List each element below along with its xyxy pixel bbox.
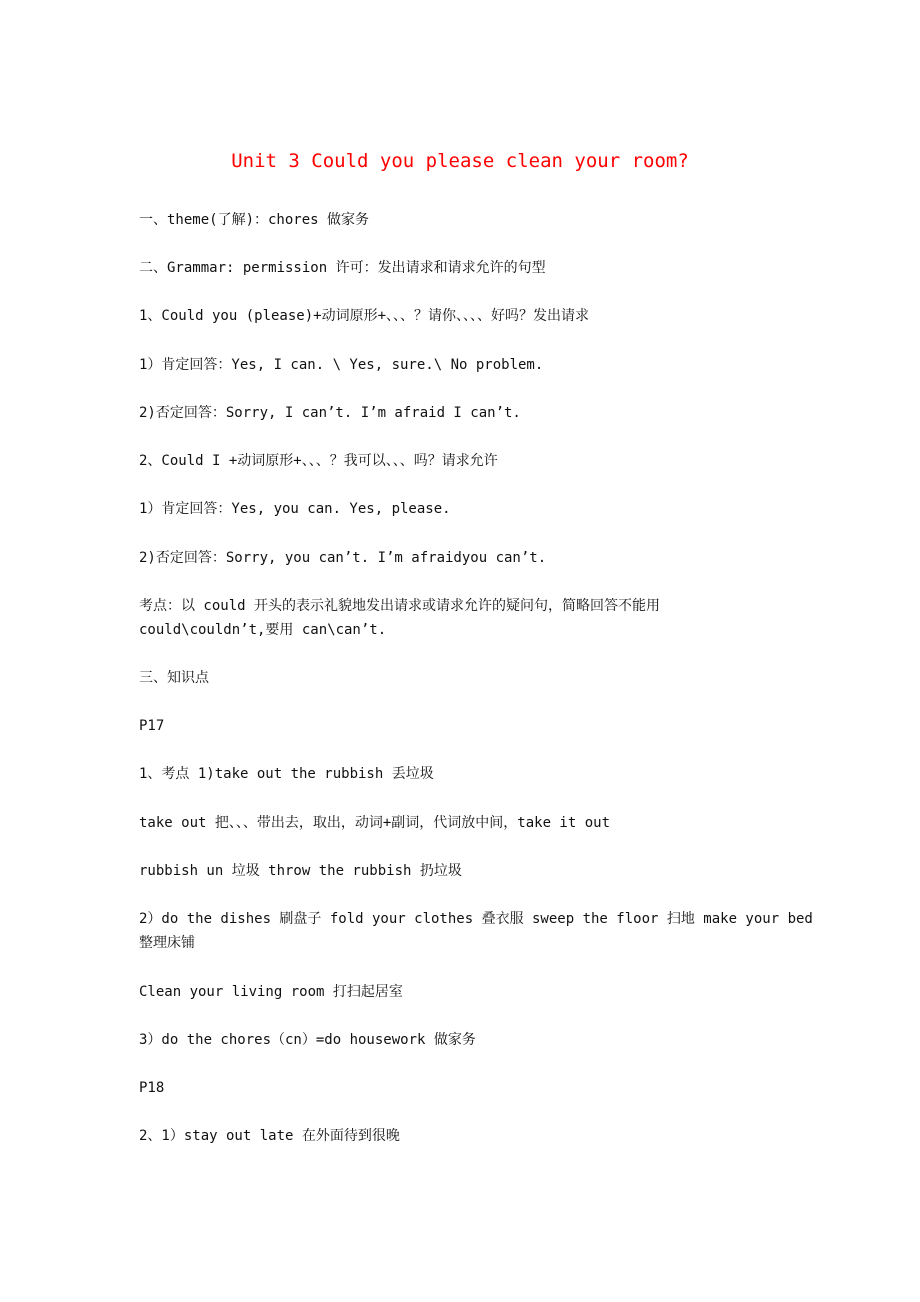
theme-line: 一、theme(了解)：chores 做家务 bbox=[139, 212, 370, 228]
chores-phrases-line: 2）do the dishes 刷盘子 fold your clothes 叠衣服 sweep the floor 扫地 make your bed bbox=[139, 911, 813, 927]
positive-answer-line: 1）肯定回答：Yes, I can. \ Yes, sure.\ No problem. bbox=[139, 357, 544, 373]
take-out-rubbish-line: 1、考点 1)take out the rubbish 丢垃圾 bbox=[139, 766, 434, 782]
rubbish-line: rubbish un 垃圾 throw the rubbish 扔垃圾 bbox=[139, 863, 462, 879]
could-i-pattern-line: 2、Could I +动词原形+、、、？我可以、、、吗？请求允许 bbox=[139, 453, 498, 469]
chores-phrases-line-continued: 整理床铺 bbox=[139, 935, 195, 951]
clean-living-room-line: Clean your living room 打扫起居室 bbox=[139, 984, 403, 1000]
negative-answer-line-2: 2)否定回答：Sorry, you can’t. I’m afraidyou can’t. bbox=[139, 550, 547, 566]
negative-answer-line: 2)否定回答：Sorry, I can’t. I’m afraid I can’t. bbox=[139, 405, 521, 421]
could-you-pattern-line: 1、Could you (please)+动词原形+、、、？请你、、、、好吗？发出请求 bbox=[139, 308, 590, 324]
take-out-usage-line: take out 把、、、带出去，取出，动词+副词，代词放中间，take it out bbox=[139, 815, 611, 831]
grammar-line: 二、Grammar: permission 许可：发出请求和请求允许的句型 bbox=[139, 260, 546, 276]
document-title: Unit 3 Could you please clean your room? bbox=[231, 150, 689, 172]
exam-point-line-continued: could\couldn’t,要用 can\can’t. bbox=[139, 622, 387, 638]
page-ref-p17: P17 bbox=[139, 718, 165, 734]
stay-out-late-line: 2、1）stay out late 在外面待到很晚 bbox=[139, 1128, 400, 1144]
do-chores-line: 3）do the chores（cn）=do housework 做家务 bbox=[139, 1032, 476, 1048]
positive-answer-line-2: 1）肯定回答：Yes, you can. Yes, please. bbox=[139, 501, 451, 517]
knowledge-points-heading: 三、知识点 bbox=[139, 670, 209, 686]
exam-point-line: 考点：以 could 开头的表示礼貌地发出请求或请求允许的疑问句，简略回答不能用 bbox=[139, 598, 660, 614]
page-ref-p18: P18 bbox=[139, 1080, 165, 1096]
